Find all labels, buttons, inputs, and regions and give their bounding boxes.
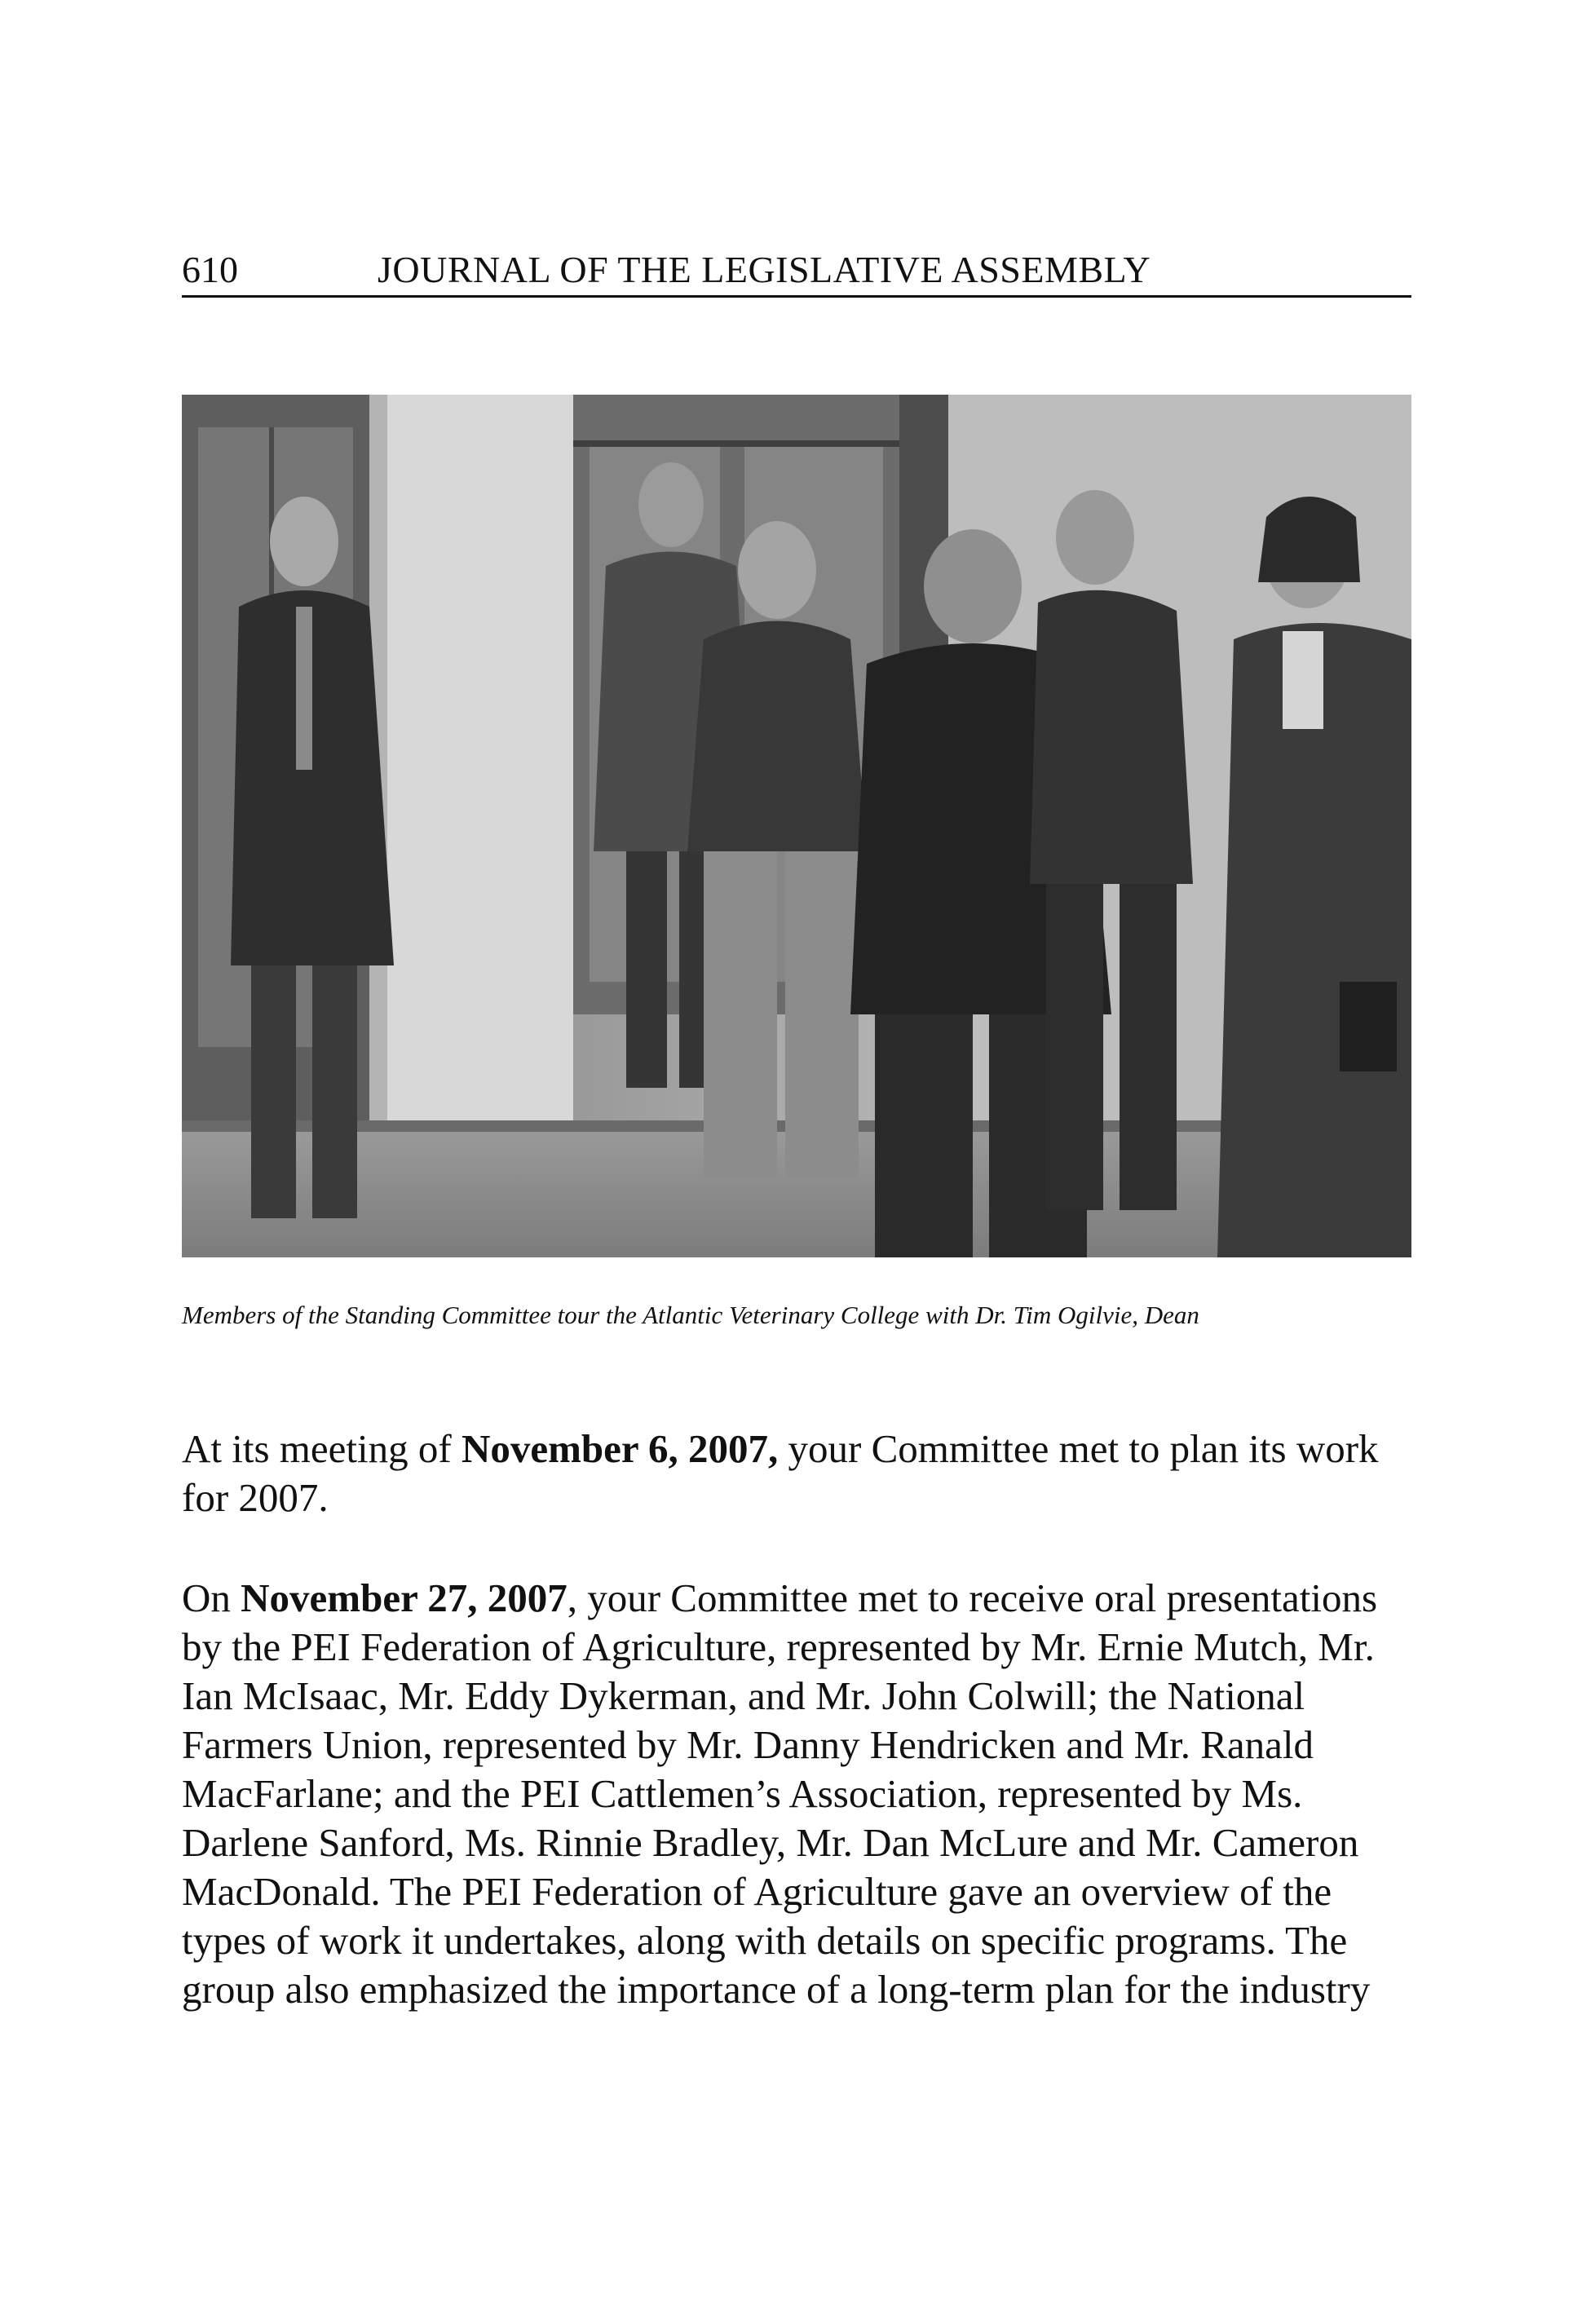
meeting-date: November 6, 2007, xyxy=(461,1426,779,1471)
paragraph-text: On xyxy=(182,1575,241,1620)
meeting-date: November 27, 2007 xyxy=(241,1575,568,1620)
committee-tour-photo xyxy=(182,395,1411,1257)
paragraph-text: your Committee met to plan its work for 2007. xyxy=(182,1426,1379,1520)
running-title: JOURNAL OF THE LEGISLATIVE ASSEMBLY xyxy=(378,249,1151,290)
paragraph-text: At its meeting of xyxy=(182,1426,462,1471)
paragraph-meeting-nov-27 xyxy=(182,1574,1413,2014)
photo-caption: Members of the Standing Committee tour the Atlantic Veterinary College with Dr. Tim Ogilvie, Dean xyxy=(182,1301,1199,1329)
paragraph-text: , your Committee met to receive oral presentations by the PEI Federation of Agriculture, represented by Mr. Ernie Mutch, Mr. Ian McIsaac, Mr. Eddy Dykerman, and Mr. John Colwill; the National Farmers Union, represented by Mr. Danny Hendricken and Mr. Ranald MacFarlane; and the PEI Cattlemen’s Association, represented by Ms. Darlene Sanford, Ms. Rinnie Bradley, Mr. Dan McLure and Mr. Cameron MacDonald. The PEI Federation of Agriculture gave an overview of the types of work it undertakes, along with details on specific programs. The group also emphasized the importance of a long-term plan for the industry xyxy=(182,1575,1378,2012)
running-header xyxy=(182,245,1411,298)
paragraph-meeting-nov-6 xyxy=(182,1425,1413,1522)
page-number: 610 xyxy=(182,249,238,290)
photo-illustration xyxy=(182,395,1411,1257)
